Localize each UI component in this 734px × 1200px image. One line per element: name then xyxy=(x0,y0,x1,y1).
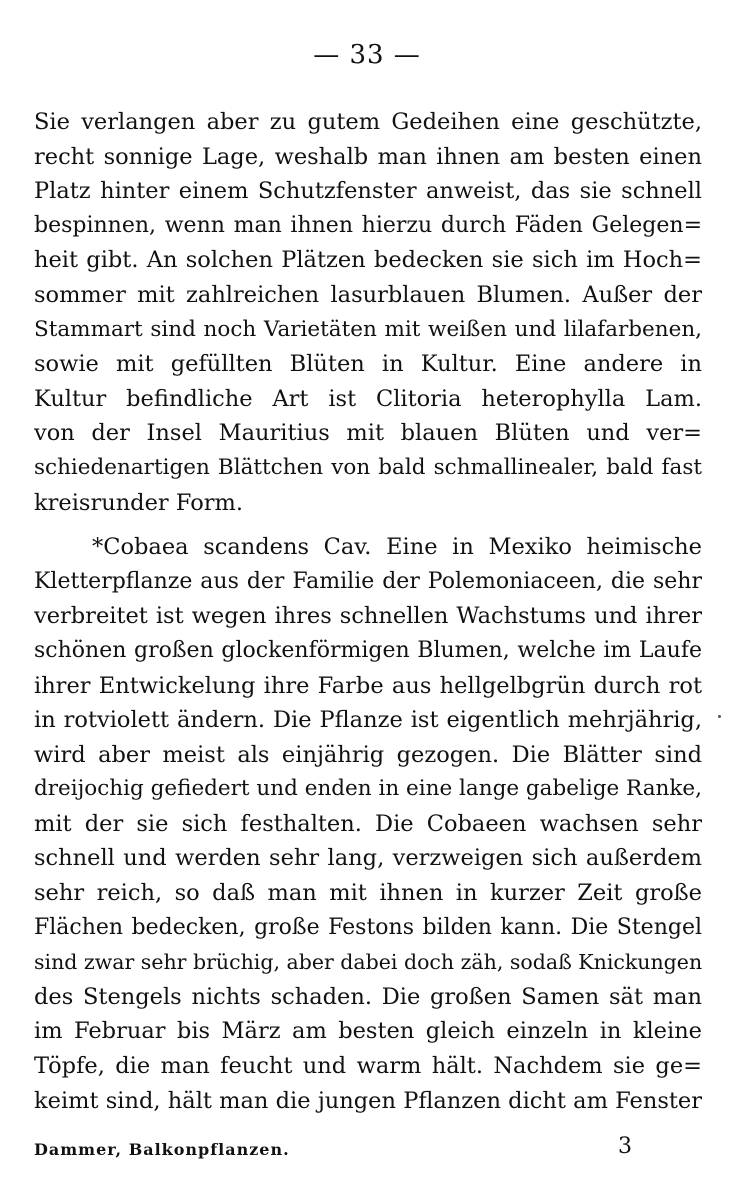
text-line: sowie mit gefüllten Blüten in Kultur. Eine andere in xyxy=(34,351,702,378)
text-line: Platz hinter einem Schutzfenster anweist, das sie schnell xyxy=(34,178,702,205)
text-line: mit der sie sich festhalten. Die Cobaeen wachsen sehr xyxy=(34,810,702,837)
sheet-number: 3 xyxy=(618,1134,632,1159)
text-line: Kultur befindliche Art ist Clitoria heterophylla Lam. xyxy=(34,385,702,412)
text-line: heit gibt. An solchen Plätzen bedecken sie sich im Hoch= xyxy=(34,247,702,274)
text-line: von der Insel Mauritius mit blauen Blüten und ver= xyxy=(34,420,702,447)
paragraph-clitoria xyxy=(34,105,702,520)
text-line: schiedenartigen Blättchen von bald schmallinealer, bald fast xyxy=(34,454,702,480)
text-line: Töpfe, die man feucht und warm hält. Nachdem sie ge= xyxy=(34,1053,702,1080)
text-line: *Cobaea scandens Cav. Eine in Mexiko heimische xyxy=(92,534,702,561)
text-line: im Februar bis März am besten gleich einzeln in kleine xyxy=(34,1018,702,1045)
text-line: Kletterpflanze aus der Familie der Polemoniaceen, die sehr xyxy=(34,568,702,594)
paragraph-gap xyxy=(34,520,702,530)
paragraph-cobaea xyxy=(34,530,702,1118)
text-line: ihrer Entwickelung ihre Farbe aus hellgelbgrün durch rot xyxy=(34,672,702,699)
text-line: Stammart sind noch Varietäten mit weißen und lilafarbenen, xyxy=(34,316,702,342)
text-line: bespinnen, wenn man ihnen hierzu durch Fäden Gelegen= xyxy=(34,212,702,238)
text-line: Flächen bedecken, große Festons bilden kann. Die Stengel xyxy=(34,914,702,940)
text-line: kreisrunder Form. xyxy=(34,489,243,516)
printer-signature: Dammer, Balkonpflanzen. xyxy=(34,1140,290,1159)
text-line: verbreitet ist wegen ihres schnellen Wachstums und ihrer xyxy=(34,603,702,630)
text-line: recht sonnige Lage, weshalb man ihnen am besten einen xyxy=(34,143,702,170)
text-line: Sie verlangen aber zu gutem Gedeihen eine geschützte, xyxy=(34,109,702,135)
text-line: dreijochig gefiedert und enden in eine lange gabelige Ranke, xyxy=(34,776,702,802)
text-line: wird aber meist als einjährig gezogen. Die Blätter sind xyxy=(34,741,702,768)
text-line: in rotviolett ändern. Die Pflanze ist eigentlich mehrjährig, xyxy=(34,707,702,734)
text-line: sind zwar sehr brüchig, aber dabei doch zäh, sodaß Knickungen xyxy=(34,950,702,975)
text-line: schönen großen glockenförmigen Blumen, welche im Laufe xyxy=(34,637,702,663)
text-line: sommer mit zahlreichen lasurblauen Blumen. Außer der xyxy=(34,281,702,308)
body-text xyxy=(34,105,702,1118)
text-line: keimt sind, hält man die jungen Pflanzen dicht am Fenster xyxy=(34,1087,702,1114)
text-line: sehr reich, so daß man mit ihnen in kurzer Zeit große xyxy=(34,880,702,907)
print-speck xyxy=(718,715,721,718)
text-line: schnell und werden sehr lang, verzweigen sich außerdem xyxy=(34,845,702,872)
text-line: des Stengels nichts schaden. Die großen Samen sät man xyxy=(34,983,702,1010)
page-number: — 33 — xyxy=(313,40,421,70)
